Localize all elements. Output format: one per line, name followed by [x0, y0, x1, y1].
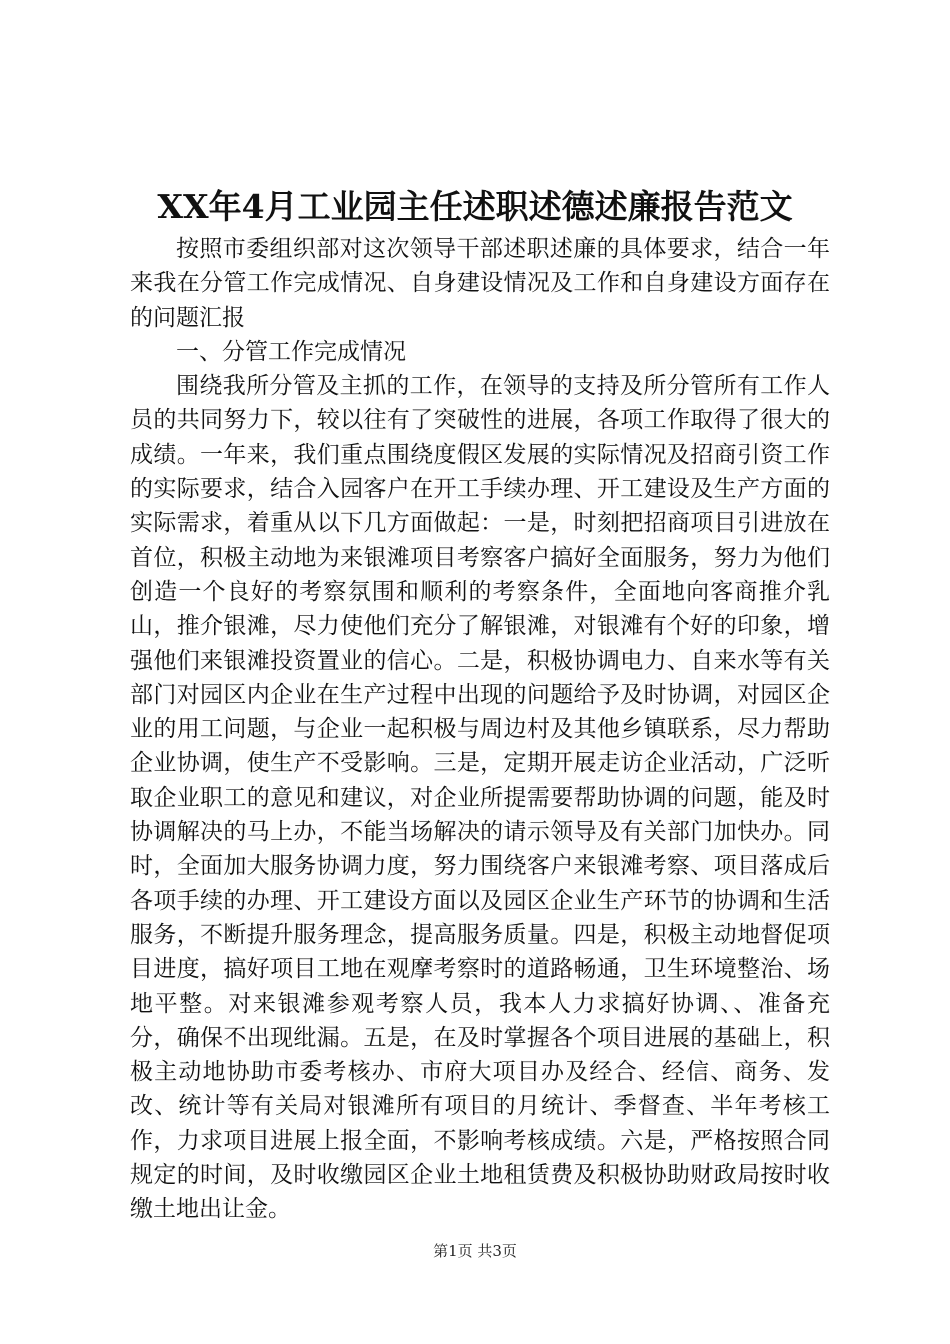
intro-paragraph: 按照市委组织部对这次领导干部述职述廉的具体要求，结合一年来我在分管工作完成情况、自身建设情况及工作和自身建设方面存在的问题汇报 — [130, 236, 830, 331]
document-body — [130, 232, 830, 1227]
body-paragraph: 围绕我所分管及主抓的工作，在领导的支持及所分管所有工作人员的共同努力下，较以往有了突破性的进展，各项工作取得了很大的成绩。一年来，我们重点围绕度假区发展的实际情况及招商引资工作的实际要求，结合入园客户在开工手续办理、开工建设及生产方面的实际需求，着重从以下几方面做起：一是，时刻把招商项目引进放在首位，积极主动地为来银滩项目考察客户搞好全面服务，努力为他们创造一个良好的考察氛围和顺利的考察条件，全面地向客商推介乳山，推介银滩，尽力使他们充分了解银滩，对银滩有个好的印象，增强他们来银滩投资置业的信心。二是，积极协调电力、自来水等有关部门对园区内企业在生产过程中出现的问题给予及时协调，对园区企业的用工问题，与企业一起积极与周边村及其他乡镇联系，尽力帮助企业协调，使生产不受影响。三是，定期开展走访企业活动，广泛听取企业职工的意见和建议，对企业所提需要帮助协调的问题，能及时协调解决的马上办，不能当场解决的请示领导及有关部门加快办。同时，全面加大服务协调力度，努力围绕客户来银滩考察、项目落成后各项手续的办理、开工建设方面以及园区企业生产环节的协调和生活服务，不断提升服务理念，提高服务质量。四是，积极主动地督促项目进度，搞好项目工地在观摩考察时的道路畅通，卫生环境整治、场地平整。对来银滩参观考察人员，我本人力求搞好协调、、准备充分，确保不出现纰漏。五是，在及时掌握各个项目进展的基础上，积极主动地协助市委考核办、市府大项目办及经合、经信、商务、发改、统计等有关局对银滩所有项目的月统计、季督查、半年考核工作，力求项目进展上报全面，不影响考核成绩。六是，严格按照合同规定的时间，及时收缴园区企业土地租赁费及积极协助财政局按时收缴土地出让金。 — [130, 373, 830, 1223]
page-footer: 第1页 共3页 — [433, 1242, 517, 1260]
section-heading: 一、分管工作完成情况 — [176, 338, 406, 365]
document-title: XX年4月工业园主任述职述德述廉报告范文 — [157, 187, 793, 226]
